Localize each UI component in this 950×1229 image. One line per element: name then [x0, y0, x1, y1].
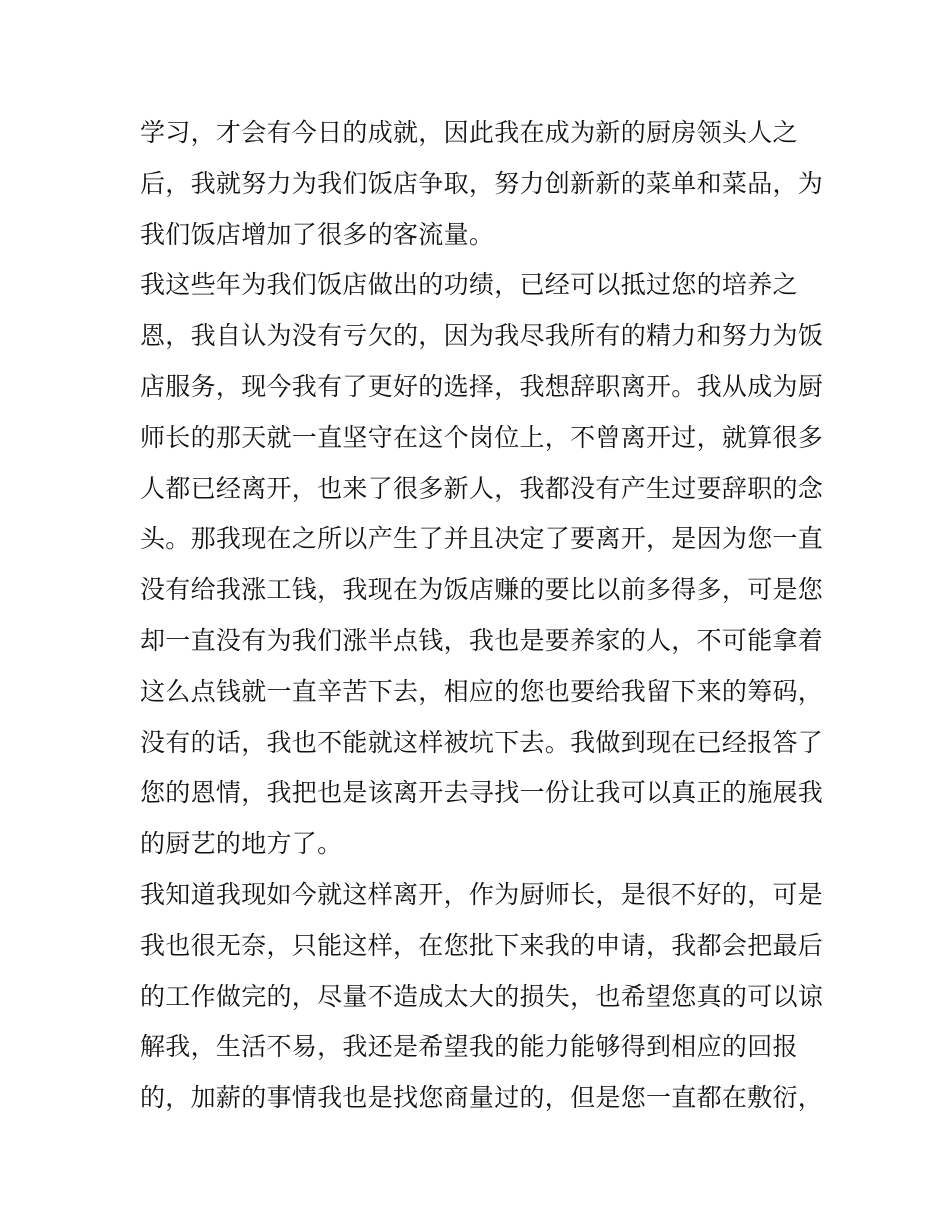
text-line: 我也很无奈，只能这样，在您批下来我的申请，我都会把最后: [140, 930, 824, 960]
text-line: 学习，才会有今日的成就，因此我在成为新的厨房领头人之: [140, 118, 798, 147]
text-line: 没有的话，我也不能就这样被坑下去。我做到现在已经报答了: [140, 727, 824, 757]
text-line: 恩，我自认为没有亏欠的，因为我尽我所有的精力和努力为饭: [140, 321, 824, 351]
text-line: 后，我就努力为我们饭店争取，努力创新新的菜单和菜品，为: [140, 168, 824, 198]
text-line: 却一直没有为我们涨半点钱，我也是要养家的人，不可能拿着: [140, 625, 824, 655]
text-line: 的厨艺的地方了。: [140, 829, 343, 859]
text-line: 人都已经离开，也来了很多新人，我都没有产生过要辞职的念: [140, 473, 824, 503]
text-line: 我们饭店增加了很多的客流量。: [140, 219, 495, 249]
document-body: [140, 108, 824, 1124]
text-line: 我知道我现如今就这样离开，作为厨师长，是很不好的，可是: [140, 879, 824, 909]
text-line: 我这些年为我们饭店做出的功绩，已经可以抵过您的培养之: [140, 270, 798, 300]
text-line: 您的恩情，我把也是该离开去寻找一份让我可以真正的施展我: [140, 778, 824, 808]
text-line: 的，加薪的事情我也是找您商量过的，但是您一直都在敷衍，: [140, 1083, 824, 1113]
text-line: 店服务，现今我有了更好的选择，我想辞职离开。我从成为厨: [140, 371, 824, 401]
text-line: 解我，生活不易，我还是希望我的能力能够得到相应的回报: [140, 1032, 798, 1062]
text-line: 没有给我涨工钱，我现在为饭店赚的要比以前多得多，可是您: [140, 575, 824, 605]
text-line: 师长的那天就一直坚守在这个岗位上，不曾离开过，就算很多: [140, 422, 824, 452]
text-line: 这么点钱就一直辛苦下去，相应的您也要给我留下来的筹码，: [140, 676, 824, 706]
text-line: 的工作做完的，尽量不造成太大的损失，也希望您真的可以谅: [140, 981, 824, 1011]
text-line: 头。那我现在之所以产生了并且决定了要离开，是因为您一直: [140, 524, 824, 554]
